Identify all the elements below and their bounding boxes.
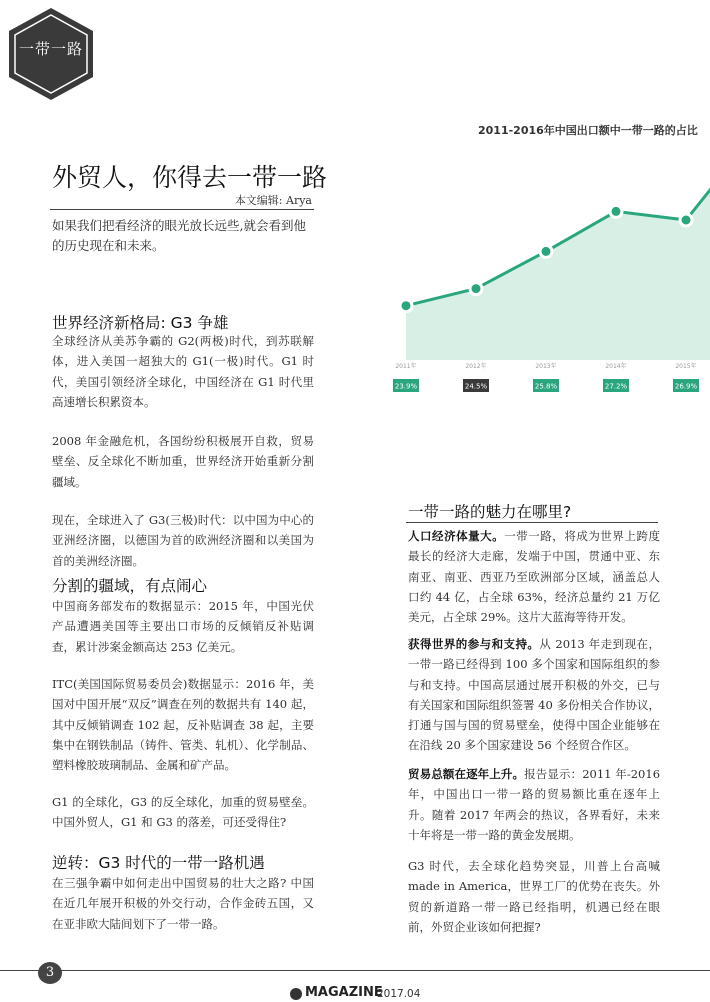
paragraph-g3-3: 现在，全球进入了 G3(三极)时代：以中国为中心的亚洲经济圈，以德国为首的欧洲经济圈和以美国为首的美洲经济圈。 <box>52 513 314 568</box>
chart-data-label: 23.9% <box>394 382 418 391</box>
paragraph-g3-1: 全球经济从美苏争霸的 G2(两极)时代，到苏联解体，进入美国一超独大的 G1(一极)时代。G1 时代，美国引领经济全球化，中国经济在 G1 时代里高速增长积累资本。 <box>52 334 314 409</box>
paragraph-charm-2 <box>408 634 660 756</box>
chart-area <box>406 180 710 360</box>
paragraph-charm-1 <box>408 526 660 627</box>
chart-point <box>680 214 692 226</box>
chart-x-tick-label: 2012年 <box>465 363 487 370</box>
chart-x-tick-label: 2015年 <box>675 363 697 370</box>
section-heading-divided: 分割的疆域，有点闹心 <box>52 577 208 595</box>
chart-point <box>610 205 622 217</box>
chart-x-tick-label: 2014年 <box>605 363 627 370</box>
chart-data-label: 26.9% <box>674 382 698 391</box>
article-intro: 如果我们把看经济的眼光放长远些,就会看到他的历史现在和未来。 <box>52 218 306 253</box>
section-heading-g3: 世界经济新格局: G3 争雄 <box>52 314 229 332</box>
paragraph-reversal-1: 在三强争霸中如何走出中国贸易的壮大之路? 中国在近几年展开积极的外交行动，合作金砖五国，又在亚非欧大陆间划下了一带一路。 <box>52 876 314 931</box>
section-heading-reversal: 逆转：G3 时代的一带一路机遇 <box>52 854 265 872</box>
paragraph-divided-3: G1 的全球化，G3 的反全球化，加重的贸易壁垒。中国外贸人，G1 和 G3 的落差，可还受得住? <box>52 795 314 830</box>
magazine-date: 2017.04 <box>377 988 421 1000</box>
page-number: 3 <box>38 962 62 984</box>
paragraph-charm-3 <box>408 764 660 845</box>
paragraph-divided-2: ITC(美国国际贸易委员会)数据显示：2016 年，美国对中国开展“双反”调查在列的数据共有 140 起，其中反倾销调查 102 起，反补贴调查 38 起，主要集中在钢铁制品（铸件、管类、轧机）、化学制品、塑料橡胶玻璃制品、金属和矿产品。 <box>52 677 314 773</box>
chart-x-tick-label: 2011年 <box>395 363 417 370</box>
paragraph-divided-1: 中国商务部发布的数据显示：2015 年，中国光伏产品遭遇美国等主要出口市场的反倾销反补贴调查，累计涉案金额高达 253 亿美元。 <box>52 599 314 654</box>
section-badge-label: 一带一路 <box>18 40 83 58</box>
chart-point <box>540 245 552 257</box>
article-editor: 本文编辑: Arya <box>234 194 312 207</box>
title-divider <box>50 209 314 210</box>
trade-share-chart <box>388 150 710 410</box>
chart-data-label: 27.2% <box>604 382 628 391</box>
article-title: 外贸人，你得去一带一路 <box>52 163 328 192</box>
chart-data-label: 25.8% <box>534 382 558 391</box>
chart-title: 2011-2016年中国出口额中一带一路的占比 <box>478 124 698 137</box>
magazine-logo-icon <box>290 988 302 1000</box>
section-heading-charm: 一带一路的魅力在哪里? <box>408 503 572 521</box>
text-support: 从 2013 年走到现在，一带一路已经得到 100 多个国家和国际组织的参与和支持。中国高层通过展开积极的外交，已与有关国家和国际组织签署 40 多份相关合作协议，打通与国与国的贸易壁垒，使得中国企业能够在在沿线 20 多个国家建设 56 个经贸合作区。 <box>408 637 660 753</box>
chart-point <box>400 300 412 312</box>
footer-divider <box>0 970 710 971</box>
lead-trade-total: 贸易总额在逐年上升。 <box>408 767 525 781</box>
chart-point <box>470 283 482 295</box>
chart-data-label: 24.5% <box>464 382 488 391</box>
text-trade-total: 报告显示：2011 年-2016 年，中国出口一带一路的贸易额比重在逐年上升。随着 2017 年两会的热议，各界看好，未来十年将是一带一路的黄金发展期。 <box>408 767 661 842</box>
lead-support: 获得世界的参与和支持。 <box>408 637 540 651</box>
paragraph-g3-2: 2008 年金融危机，各国纷纷积极展开自救，贸易壁垒、反全球化不断加重，世界经济开始重新分割疆域。 <box>52 434 314 489</box>
magazine-name: MAGAZINE <box>305 985 383 1000</box>
lead-population: 人口经济体量大。 <box>408 529 505 543</box>
paragraph-charm-4: G3 时代，去全球化趋势突显，川普上台高喊 made in America，世界工厂的优势在丧失。外贸的新道路一带一路已经指明，机遇已经在眼前，外贸企业该如何把握? <box>408 859 660 934</box>
right-heading-divider <box>406 522 658 523</box>
text-population: 一带一路，将成为世界上跨度最长的经济大走廊，发端于中国，贯通中亚、东南亚、南亚、西亚乃至欧洲部分区域，涵盖总人口约 44 亿，占全球 63%，经济总量约 21 万亿美元，占全球 29%。这片大蓝海等待开发。 <box>408 529 661 625</box>
chart-x-tick-label: 2013年 <box>535 363 557 370</box>
